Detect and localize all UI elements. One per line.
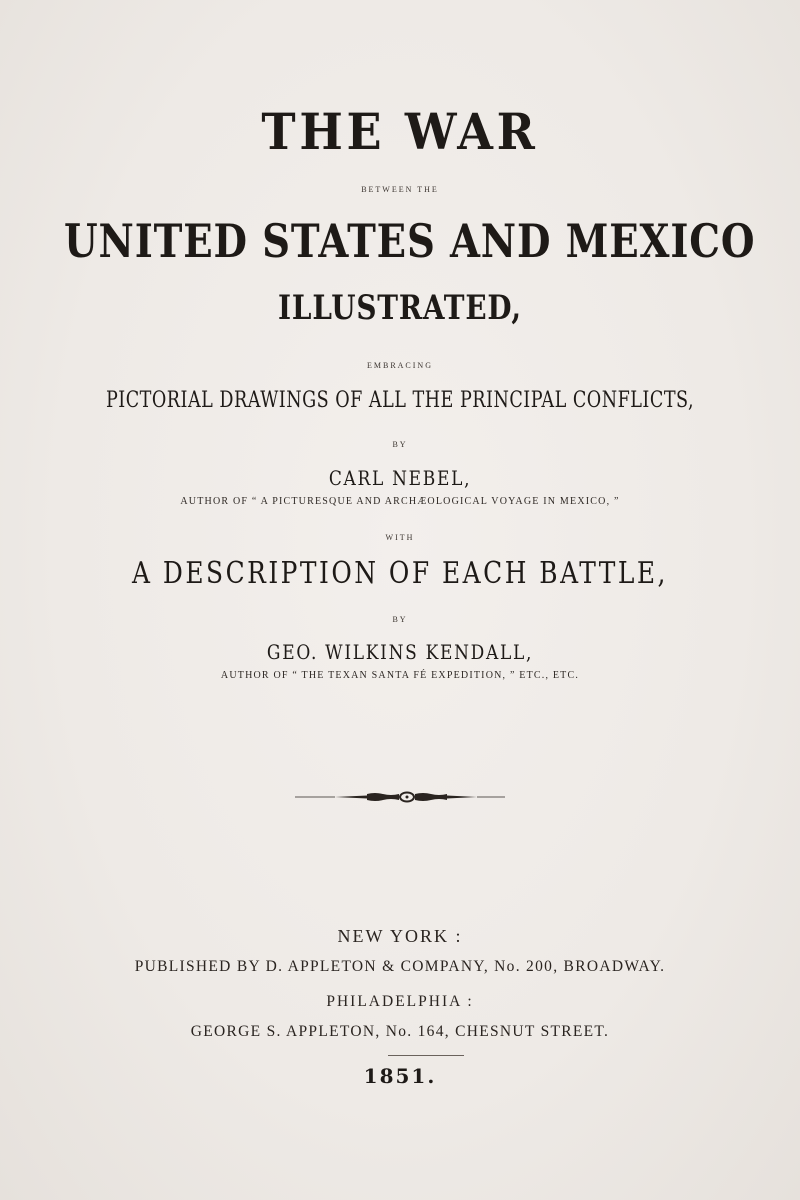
ornamental-divider — [295, 788, 505, 806]
main-title: THE WAR — [261, 102, 539, 161]
writer-name: GEO. WILKINS KENDALL, — [266, 640, 534, 664]
embracing-text: EMBRACING — [366, 361, 433, 370]
writer-credit: AUTHOR OF “ THE TEXAN SANTA FÉ EXPEDITION, ” ETC., ETC. — [220, 670, 580, 681]
publisher-line-2: GEORGE S. APPLETON, No. 164, CHESNUT STREET. — [190, 1023, 610, 1040]
by-text-2: BY — [392, 615, 408, 624]
with-text: WITH — [385, 533, 415, 542]
between-text: BETWEEN THE — [361, 185, 439, 194]
artist-name: CARL NEBEL, — [328, 466, 472, 490]
city-new-york: NEW YORK : — [337, 926, 463, 946]
subject-title: UNITED STATES AND MEXICO — [64, 214, 756, 268]
contents-line: PICTORIAL DRAWINGS OF ALL THE PRINCIPAL CONFLICTS, — [105, 388, 695, 413]
by-text-1: BY — [392, 440, 408, 449]
artist-credit: AUTHOR OF “ A PICTURESQUE AND ARCHÆOLOGICAL VOYAGE IN MEXICO, ” — [180, 496, 620, 507]
city-philadelphia: PHILADELPHIA : — [326, 993, 474, 1010]
description-line: A DESCRIPTION OF EACH BATTLE, — [132, 556, 668, 591]
year-rule — [388, 1055, 464, 1056]
illustrated-title: ILLUSTRATED, — [278, 288, 522, 328]
publisher-line-1: PUBLISHED BY D. APPLETON & COMPANY, No. 200, BROADWAY. — [134, 958, 666, 975]
publication-year: 1851. — [363, 1064, 437, 1088]
